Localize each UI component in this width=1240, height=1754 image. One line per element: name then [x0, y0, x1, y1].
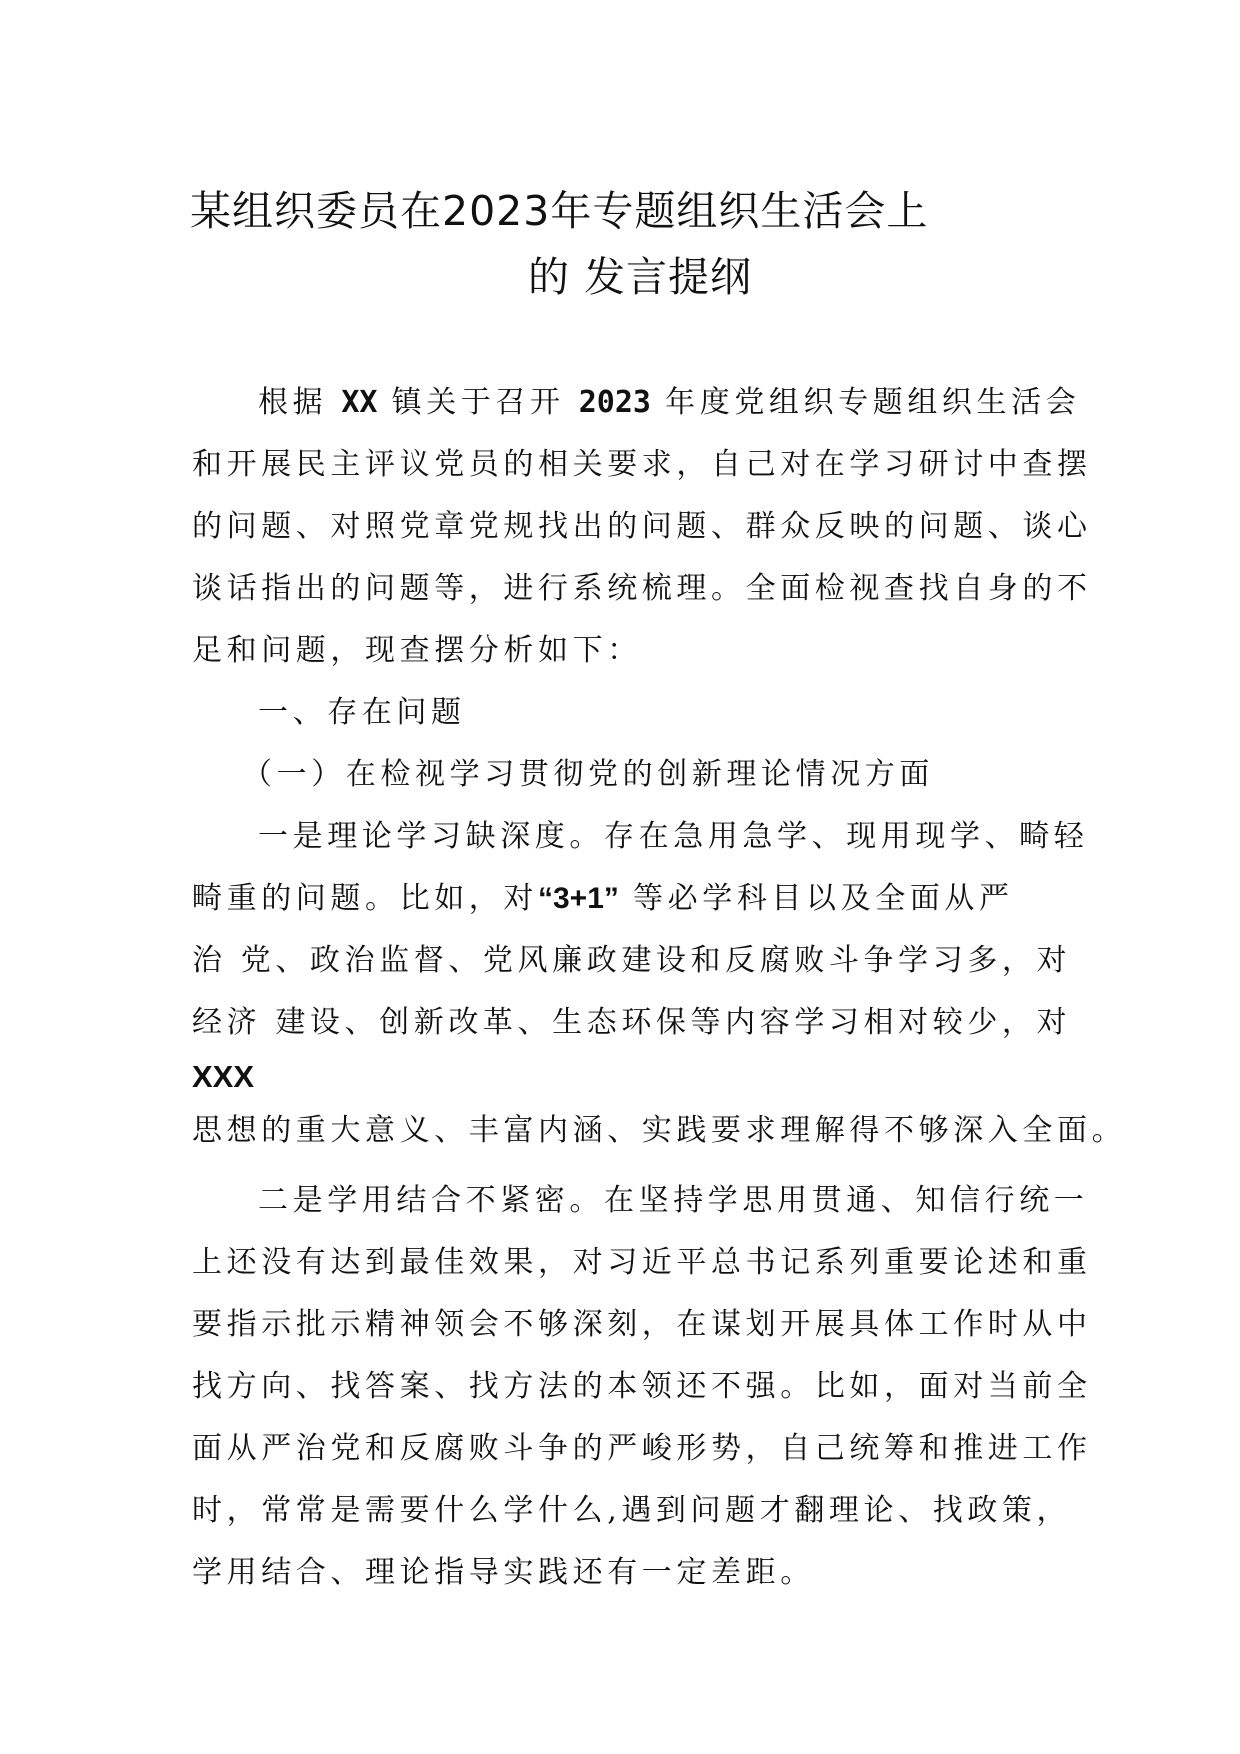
point1-line: 一是理论学习缺深度。存在急用急学、现用现学、畸轻	[258, 819, 1089, 854]
point2-line: 二是学用结合不紧密。在坚持学思用贯通、知信行统一	[258, 1183, 1089, 1218]
point2-line: 上还没有达到最佳效果，对习近平总书记系列重要论述和重	[192, 1245, 1092, 1280]
point2-line: 找方向、找答案、找方法的本领还不强。比如，面对当前全	[192, 1369, 1092, 1404]
intro-paragraph-line: 谈话指出的问题等，进行系统梳理。全面检视查找自身的不	[192, 571, 1092, 606]
point1-line	[192, 868, 1058, 930]
point1-text: 等必学科目以及全面从严	[618, 881, 1014, 916]
point2-line: 学用结合、理论指导实践还有一定差距。	[192, 1555, 815, 1590]
intro-text: 镇关于召开	[377, 385, 579, 420]
point1-line: 思想的重大意义、丰富内涵、实践要求理解得不够深入全面。	[192, 1113, 1127, 1148]
point2-line: 面从严治党和反腐败斗争的严峻形势，自己统筹和推进工作	[192, 1431, 1092, 1466]
intro-paragraph-line	[192, 372, 1081, 434]
point1-text: 畸重的问题。比如，对	[192, 881, 538, 916]
document-title-line1: 某组织委员在2023年专题组织生活会上	[190, 187, 929, 235]
intro-paragraph-line: 足和问题，现查摆分析如下：	[192, 633, 642, 668]
intro-text: 年度党组织专题组织生活会	[651, 385, 1081, 420]
intro-town-code: XX	[341, 385, 378, 420]
intro-paragraph-line: 和开展民主评议党员的相关要求，自己对在学习研讨中查摆	[192, 447, 1092, 482]
point1-line: 治 党、政治监督、党风廉政建设和反腐败斗争学习多，对	[192, 943, 1072, 978]
point1-bold-placeholder: XXX	[192, 1059, 255, 1094]
point2-line: 时，常常是需要什么学什么,遇到问题才翻理论、找政策，	[192, 1493, 1072, 1528]
point1-bold-term: “3+1”	[538, 882, 619, 915]
intro-paragraph-line: 的问题、对照党章党规找出的问题、群众反映的问题、谈心	[192, 509, 1092, 544]
intro-text: 根据	[258, 385, 342, 420]
document-title-line2: 的 发言提纲	[528, 253, 753, 301]
point1-line: 经济 建设、创新改革、生态环保等内容学习相对较少，对	[192, 1005, 1072, 1040]
point2-line: 要指示批示精神领会不够深刻，在谋划开展具体工作时从中	[192, 1307, 1092, 1342]
document-body	[192, 372, 1127, 1604]
section-heading: 一、存在问题	[258, 695, 466, 730]
intro-year: 2023	[578, 385, 651, 420]
subsection-heading: （一）在检视学习贯彻党的创新理论情况方面	[242, 757, 934, 792]
